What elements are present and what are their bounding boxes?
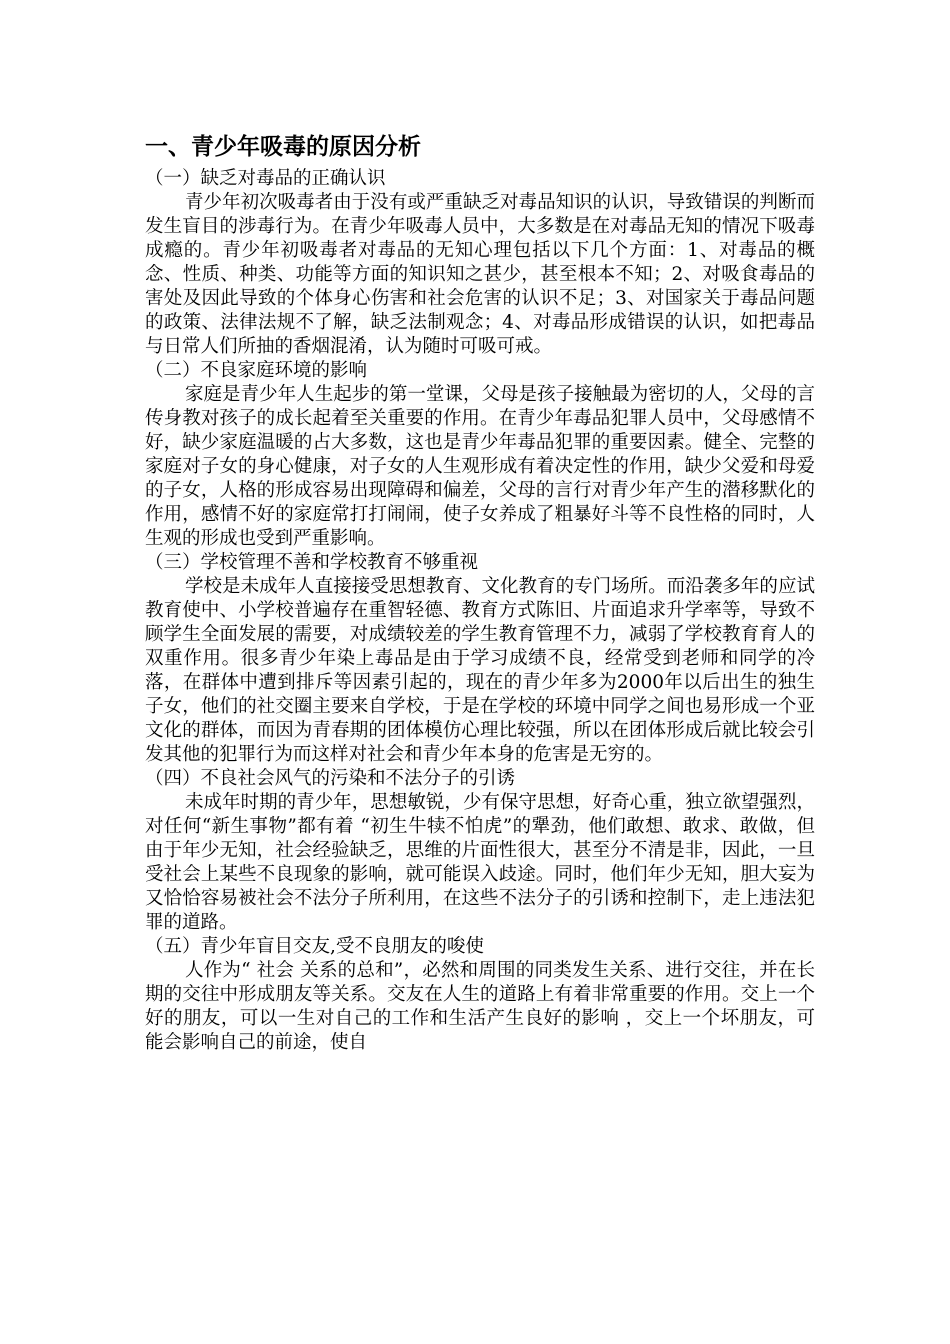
paragraph: 人作为“ 社会 关系的总和”，必然和周围的同类发生关系、进行交往，并在长期的交往中形成朋友等关系。交友在人生的道路上有着非常重要的作用。交上一个好的朋友，可以一生对自己的工作和生活产生良好的影响 ，交上一个坏朋友，可能会影响自己的前途，使自 (145, 960, 815, 1053)
paragraph: 家庭是青少年人生起步的第一堂课，父母是孩子接触最为密切的人，父母的言传身教对孩子的成长起着至关重要的作用。在青少年毒品犯罪人员中，父母感情不好，缺少家庭温暖的占大多数，这也是青少年毒品犯罪的重要因素。健全、完整的家庭对子女的身心健康，对子女的人生观形成有着决定性的作用，缺少父爱和母爱的子女，人格的形成容易出现障碍和偏差，父母的言行对青少年产生的潜移默化的作用，感情不好的家庭常打打闹闹，使子女养成了粗暴好斗等不良性格的同时，人生观的形成也受到严重影响。 (145, 384, 815, 549)
paragraph: 未成年时期的青少年，思想敏锐，少有保守思想，好奇心重，独立欲望强烈，对任何“新生事物”都有着 “初生牛犊不怕虎”的犟劲，他们敢想、敢求、敢做，但由于年少无知，社会经验缺乏，思维的片面性很大，甚至分不清是非，因此，一旦受社会上某些不良现象的影响，就可能误入歧途。同时，他们年少无知，胆大妄为又恰恰容易被社会不法分子所利用，在这些不法分子的引诱和控制下，走上违法犯罪的道路。 (145, 792, 815, 933)
subsection-title: （四）不良社会风气的污染和不法分子的引诱 (145, 768, 516, 789)
subsection-title: （一）缺乏对毒品的正确认识 (145, 168, 386, 189)
paragraph: 青少年初次吸毒者由于没有或严重缺乏对毒品知识的认识，导致错误的判断而发生盲目的涉毒行为。在青少年吸毒人员中，大多数是在对毒品无知的情况下吸毒成瘾的。青少年初吸毒者对毒品的无知心理包括以下几个方面：1、对毒品的概念、性质、种类、功能等方面的知识知之甚少，甚至根本不知；2、对吸食毒品的害处及因此导致的个体身心伤害和社会危害的认识不足；3、对国家关于毒品问题的政策、法律法规不了解，缺乏法制观念；4、对毒品形成错误的认识，如把毒品与日常人们所抽的香烟混淆，认为随时可吸可戒。 (145, 192, 815, 357)
subsection-title: （二）不良家庭环境的影响 (145, 360, 368, 381)
subsection-title: （三）学校管理不善和学校教育不够重视 (145, 552, 479, 573)
subsection-4 (145, 767, 815, 935)
subsection-1 (145, 167, 815, 359)
subsection-2 (145, 359, 815, 551)
subsection-title: （五）青少年盲目交友,受不良朋友的唆使 (145, 936, 484, 957)
subsection-3 (145, 551, 815, 767)
subsection-5 (145, 935, 815, 1055)
section-heading: 一、青少年吸毒的原因分析 (145, 134, 421, 160)
document-page (145, 130, 815, 1055)
paragraph: 学校是未成年人直接接受思想教育、文化教育的专门场所。而沿袭多年的应试教育使中、小学校普遍存在重智轻德、教育方式陈旧、片面追求升学率等，导致不顾学生全面发展的需要，对成绩较差的学生教育管理不力，减弱了学校教育育人的双重作用。很多青少年染上毒品是由于学习成绩不良，经常受到老师和同学的冷落，在群体中遭到排斥等因素引起的，现在的青少年多为2000年以后出生的独生子女，他们的社交圈主要来自学校，于是在学校的环境中同学之间也易形成一个亚文化的群体，而因为青春期的团体模仿心理比较强，所以在团体形成后就比较会引发其他的犯罪行为而这样对社会和青少年本身的危害是无穷的。 (145, 576, 815, 765)
